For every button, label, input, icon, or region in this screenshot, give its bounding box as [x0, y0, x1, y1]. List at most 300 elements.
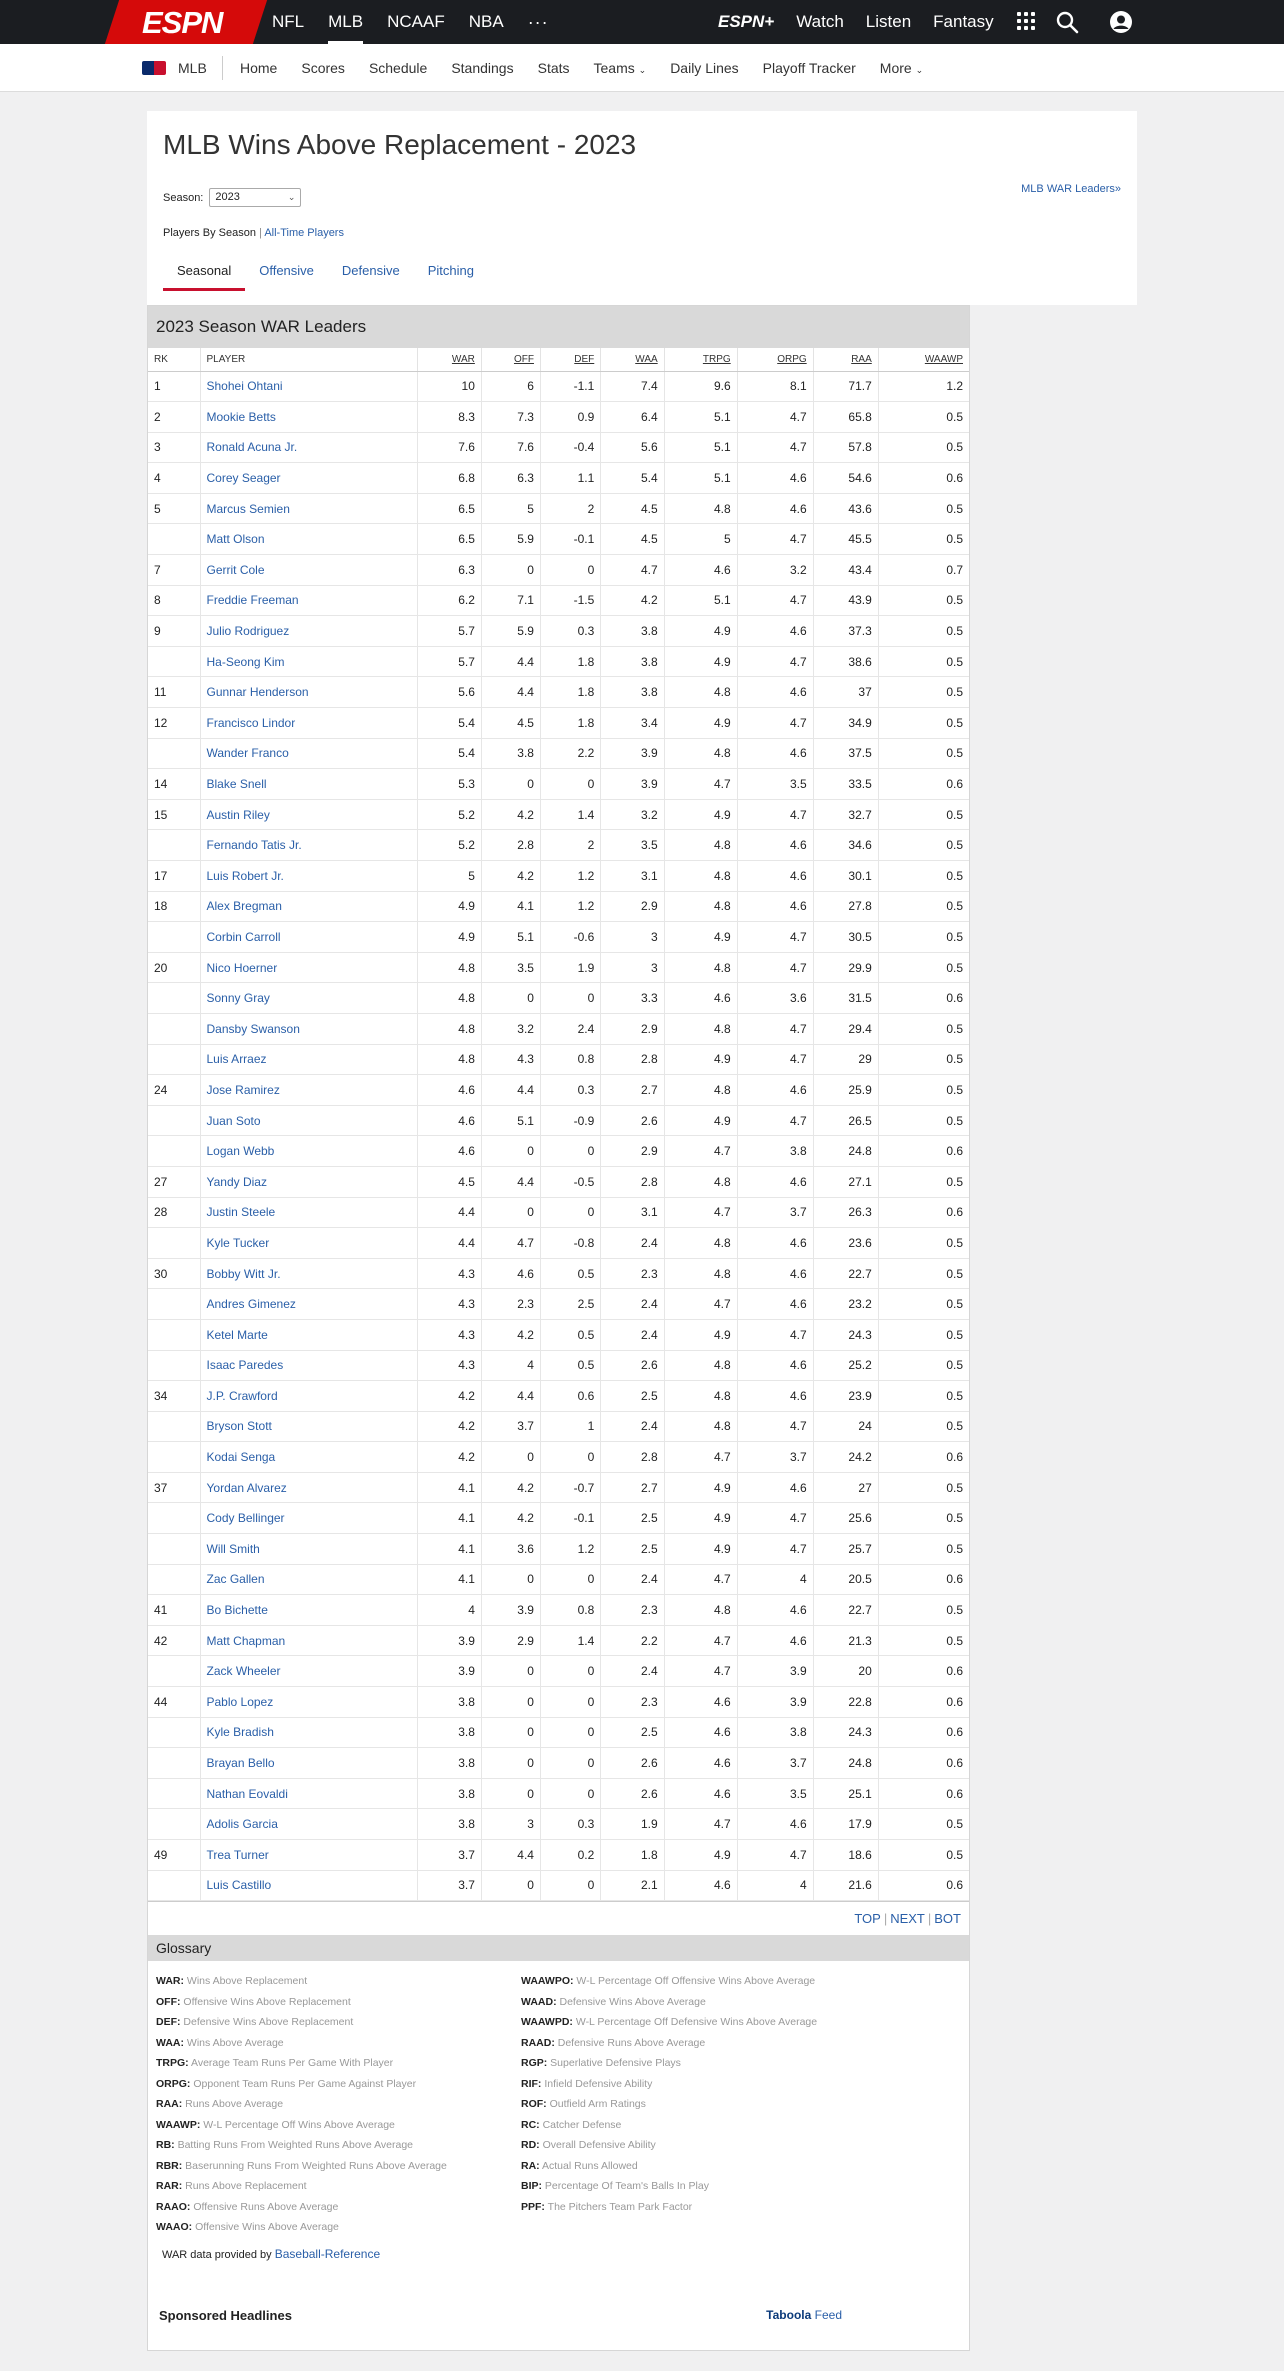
stat-cell-off: 2.8 — [481, 830, 540, 861]
pager-bot-link[interactable]: BOT — [934, 1911, 961, 1927]
player-link[interactable]: Gerrit Cole — [206, 562, 265, 577]
stat-cell-trpg: 4.8 — [664, 1411, 737, 1442]
player-link[interactable]: Kodai Senga — [206, 1450, 276, 1465]
glossary-item — [521, 2053, 817, 2074]
stat-cell-trpg: 4.8 — [664, 1075, 737, 1106]
stat-cell-war: 4.9 — [417, 891, 481, 922]
table-row — [148, 1809, 969, 1840]
pager-top-link[interactable]: TOP — [854, 1911, 881, 1927]
stat-cell-waawp: 0.6 — [878, 1778, 969, 1809]
stat-cell-orpg: 3.5 — [737, 769, 813, 800]
player-link[interactable]: Yandy Diaz — [206, 1174, 267, 1189]
subnav-more-label: More — [879, 60, 912, 76]
table-row — [148, 1197, 969, 1228]
glossary-item — [156, 2094, 447, 2115]
stat-cell-war: 4.2 — [417, 1411, 481, 1442]
glossary-item — [156, 2156, 447, 2177]
stat-cell-trpg: 4.6 — [664, 1778, 737, 1809]
stat-cell-waa: 1.9 — [601, 1809, 664, 1840]
player-link[interactable]: Ronald Acuna Jr. — [206, 440, 298, 455]
glossary-definition: Percentage Of Team's Balls In Play — [544, 2180, 709, 2193]
tab-seasonal[interactable]: Seasonal — [163, 259, 245, 289]
stat-cell-off: 4.2 — [481, 799, 540, 830]
stat-cell-waa: 3.4 — [601, 708, 664, 739]
player-cell — [200, 1258, 417, 1289]
player-link[interactable]: Bryson Stott — [206, 1419, 272, 1434]
stat-cell-waa: 2.8 — [601, 1442, 664, 1473]
tab-pitching[interactable]: Pitching — [427, 263, 474, 278]
rank-cell — [148, 646, 200, 677]
nav-mlb[interactable]: MLB — [328, 0, 363, 44]
profile-icon[interactable] — [1109, 10, 1133, 34]
stat-cell-orpg: 4.7 — [737, 1013, 813, 1044]
rank-cell: 4 — [148, 463, 200, 494]
baseball-reference-link[interactable]: Baseball-Reference — [274, 2247, 381, 2262]
stat-cell-waawp: 0.6 — [878, 1748, 969, 1779]
stat-cell-def: 0.5 — [540, 1319, 600, 1350]
stat-cell-war: 8.3 — [417, 402, 481, 433]
player-link[interactable]: Kyle Tucker — [206, 1235, 270, 1250]
credit-text: WAR data provided by — [162, 2249, 272, 2262]
subnav-teams[interactable] — [594, 60, 647, 76]
more-sports-icon[interactable]: ··· — [527, 12, 549, 32]
player-link[interactable]: Gunnar Henderson — [206, 685, 309, 700]
player-link[interactable]: Matt Chapman — [206, 1633, 286, 1648]
player-link[interactable]: Shohei Ohtani — [206, 379, 283, 394]
column-header-def[interactable]: DEF — [540, 348, 600, 371]
player-link[interactable]: Matt Olson — [206, 532, 265, 547]
nav-ncaaf[interactable]: NCAAF — [387, 12, 445, 31]
stat-cell-off: 7.3 — [481, 402, 540, 433]
page-title: MLB Wins Above Replacement - 2023 — [163, 129, 637, 160]
stat-cell-off: 2.3 — [481, 1289, 540, 1320]
player-link[interactable]: Juan Soto — [206, 1113, 261, 1128]
stat-cell-off: 0 — [481, 1687, 540, 1718]
stat-cell-raa: 43.4 — [813, 555, 878, 586]
player-link[interactable]: Mookie Betts — [206, 409, 276, 424]
stat-cell-def: 0 — [540, 1136, 600, 1167]
rank-cell: 9 — [148, 616, 200, 647]
stat-cell-orpg: 4.7 — [737, 1105, 813, 1136]
stat-cell-raa: 43.9 — [813, 585, 878, 616]
glossary-definition: Overall Defensive Ability — [542, 2139, 656, 2152]
stat-cell-trpg: 4.9 — [664, 1319, 737, 1350]
stat-cell-war: 6.5 — [417, 493, 481, 524]
stat-cell-war: 4 — [417, 1595, 481, 1626]
war-leaders-link[interactable]: MLB WAR Leaders» — [1021, 183, 1121, 195]
stat-cell-waa: 5.4 — [601, 463, 664, 494]
player-link[interactable]: Sonny Gray — [206, 991, 270, 1006]
player-link[interactable]: Isaac Paredes — [206, 1358, 284, 1373]
stat-cell-orpg: 3.7 — [737, 1748, 813, 1779]
glossary-definition: Runs Above Average — [185, 2098, 284, 2111]
player-link[interactable]: Ha-Seong Kim — [206, 654, 285, 669]
stat-cell-trpg: 4.7 — [664, 1442, 737, 1473]
player-link[interactable]: Luis Arraez — [206, 1052, 267, 1067]
player-link[interactable]: Marcus Semien — [206, 501, 290, 516]
stat-cell-waawp: 0.5 — [878, 1503, 969, 1534]
table-row — [148, 1105, 969, 1136]
stat-cell-war: 4.2 — [417, 1381, 481, 1412]
player-cell — [200, 983, 417, 1014]
rank-cell: 42 — [148, 1625, 200, 1656]
stat-cell-raa: 45.5 — [813, 524, 878, 555]
stat-cell-off: 4.4 — [481, 1840, 540, 1871]
stat-cell-trpg: 4.9 — [664, 646, 737, 677]
player-cell — [200, 891, 417, 922]
stat-cell-waa: 2.4 — [601, 1228, 664, 1259]
player-link[interactable]: Jose Ramirez — [206, 1082, 280, 1097]
player-link[interactable]: Austin Riley — [206, 807, 270, 822]
nav-nba[interactable]: NBA — [468, 12, 504, 31]
stat-cell-raa: 29.4 — [813, 1013, 878, 1044]
player-link[interactable]: Justin Steele — [206, 1205, 276, 1220]
stat-cell-def: 0.2 — [540, 1840, 600, 1871]
pager-divider: | — [927, 1911, 932, 1927]
glossary-item — [521, 2012, 817, 2033]
player-cell — [200, 371, 417, 402]
stat-cell-def: 0.5 — [540, 1350, 600, 1381]
player-cell — [200, 646, 417, 677]
stat-cell-orpg: 4.7 — [737, 1044, 813, 1075]
stat-cell-waawp: 0.6 — [878, 1870, 969, 1901]
stat-cell-def: 1.4 — [540, 799, 600, 830]
player-link[interactable]: Cody Bellinger — [206, 1511, 285, 1526]
stat-cell-waa: 4.5 — [601, 493, 664, 524]
column-header-war[interactable]: WAR — [417, 348, 481, 371]
player-link[interactable]: Kyle Bradish — [206, 1725, 274, 1740]
table-row — [148, 524, 969, 555]
stat-cell-war: 4.8 — [417, 1013, 481, 1044]
stat-cell-def: 1.2 — [540, 1534, 600, 1565]
stat-cell-war: 6.2 — [417, 585, 481, 616]
rank-cell — [148, 1289, 200, 1320]
stat-cell-off: 4.6 — [481, 1258, 540, 1289]
stat-cell-orpg: 4.6 — [737, 738, 813, 769]
player-link[interactable]: Logan Webb — [206, 1144, 275, 1159]
subnav-league-label[interactable]: MLB — [178, 60, 207, 76]
column-header-off[interactable]: OFF — [481, 348, 540, 371]
taboola-feed-link[interactable] — [766, 2308, 842, 2322]
glossary-term: RB: — [156, 2139, 175, 2152]
player-link[interactable]: Brayan Bello — [206, 1756, 275, 1771]
search-icon[interactable] — [1055, 10, 1079, 34]
stat-cell-def: 0 — [540, 1748, 600, 1779]
subnav-standings[interactable]: Standings — [451, 60, 514, 76]
player-link[interactable]: Julio Rodriguez — [206, 624, 290, 639]
nav-fantasy[interactable]: Fantasy — [933, 12, 994, 31]
stat-cell-orpg: 4.6 — [737, 830, 813, 861]
subnav-scores[interactable]: Scores — [301, 60, 345, 76]
stat-cell-def: -0.6 — [540, 922, 600, 953]
player-cell — [200, 1289, 417, 1320]
player-link[interactable]: Will Smith — [206, 1541, 260, 1556]
subnav-playoff-tracker[interactable]: Playoff Tracker — [762, 60, 856, 76]
player-link[interactable]: Andres Gimenez — [206, 1297, 296, 1312]
rank-cell — [148, 1778, 200, 1809]
glossary-definition: Infield Defensive Ability — [544, 2077, 653, 2090]
tab-offensive[interactable]: Offensive — [259, 263, 314, 278]
stat-cell-orpg: 4.6 — [737, 1472, 813, 1503]
stat-cell-trpg: 4.8 — [664, 677, 737, 708]
stat-cell-war: 4.6 — [417, 1105, 481, 1136]
player-link[interactable]: Nathan Eovaldi — [206, 1786, 288, 1801]
stat-cell-orpg: 4 — [737, 1564, 813, 1595]
glossary-term: RA: — [521, 2159, 540, 2172]
player-link[interactable]: Zack Wheeler — [206, 1664, 281, 1679]
stat-cell-war: 3.8 — [417, 1748, 481, 1779]
player-link[interactable]: Francisco Lindor — [206, 715, 296, 730]
stat-cell-orpg: 4.6 — [737, 1809, 813, 1840]
glossary-left-column — [156, 1971, 447, 2238]
player-link[interactable]: Luis Castillo — [206, 1878, 272, 1893]
stat-cell-trpg: 4.9 — [664, 1472, 737, 1503]
subnav-stats[interactable]: Stats — [537, 60, 570, 76]
stat-cell-orpg: 4.7 — [737, 585, 813, 616]
stat-cell-war: 4.6 — [417, 1136, 481, 1167]
stat-cell-waa: 4.7 — [601, 555, 664, 586]
table-title: 2023 Season WAR Leaders — [148, 306, 969, 348]
stat-cell-war: 5 — [417, 861, 481, 892]
rank-cell: 3 — [148, 432, 200, 463]
stat-cell-def: 0 — [540, 1717, 600, 1748]
table-header-row — [148, 348, 969, 371]
stat-cell-waawp: 0.5 — [878, 1625, 969, 1656]
stat-cell-off: 5.1 — [481, 1105, 540, 1136]
table-row — [148, 1075, 969, 1106]
table-row — [148, 1656, 969, 1687]
glossary-term: RAR: — [156, 2180, 183, 2193]
player-link[interactable]: Corbin Carroll — [206, 929, 281, 944]
stat-cell-orpg: 4.6 — [737, 891, 813, 922]
stat-cell-raa: 29.9 — [813, 952, 878, 983]
glossary-item — [156, 2197, 447, 2218]
stat-cell-raa: 23.2 — [813, 1289, 878, 1320]
glossary-term: RAAD: — [521, 2036, 555, 2049]
stat-cell-off: 3.9 — [481, 1595, 540, 1626]
glossary-item — [156, 2135, 447, 2156]
table-row — [148, 463, 969, 494]
stat-cell-orpg: 4.7 — [737, 1534, 813, 1565]
player-link[interactable]: Fernando Tatis Jr. — [206, 838, 302, 853]
player-link[interactable]: Trea Turner — [206, 1847, 269, 1862]
stat-cell-war: 4.3 — [417, 1350, 481, 1381]
rank-cell — [148, 1809, 200, 1840]
player-link[interactable]: Bo Bichette — [206, 1603, 268, 1618]
column-header-player: PLAYER — [200, 348, 417, 371]
rank-cell: 28 — [148, 1197, 200, 1228]
stat-cell-waawp: 0.5 — [878, 585, 969, 616]
stat-cell-waa: 2.2 — [601, 1625, 664, 1656]
column-header-waawp[interactable]: WAAWP — [878, 348, 969, 371]
glossary-item — [156, 2176, 447, 2197]
player-link[interactable]: Alex Bregman — [206, 899, 282, 914]
subnav-schedule[interactable]: Schedule — [368, 60, 428, 76]
player-link[interactable]: Corey Seager — [206, 471, 281, 486]
stat-cell-def: 2.5 — [540, 1289, 600, 1320]
stat-cell-raa: 32.7 — [813, 799, 878, 830]
stat-cell-def: 2.2 — [540, 738, 600, 769]
stat-cell-war: 4.8 — [417, 952, 481, 983]
player-link[interactable]: Wander Franco — [206, 746, 289, 761]
stat-cell-waawp: 0.5 — [878, 677, 969, 708]
nav-listen[interactable]: Listen — [865, 12, 912, 31]
glossary-term: RGP: — [521, 2057, 548, 2070]
nav-nfl[interactable]: NFL — [272, 12, 305, 31]
stat-cell-raa: 37.5 — [813, 738, 878, 769]
glossary-item — [156, 2115, 447, 2136]
espn-logo[interactable]: ESPN — [142, 5, 223, 40]
stat-cell-orpg: 4.6 — [737, 1075, 813, 1106]
stat-cell-waa: 3 — [601, 952, 664, 983]
column-header-orpg[interactable]: ORPG — [737, 348, 813, 371]
stat-cell-off: 0 — [481, 555, 540, 586]
player-link[interactable]: J.P. Crawford — [206, 1388, 278, 1403]
stat-cell-trpg: 4.8 — [664, 861, 737, 892]
player-link[interactable]: Adolis Garcia — [206, 1817, 278, 1832]
column-header-raa[interactable]: RAA — [813, 348, 878, 371]
stat-cell-orpg: 4.7 — [737, 708, 813, 739]
table-row — [148, 799, 969, 830]
rank-cell — [148, 1044, 200, 1075]
player-cell — [200, 1809, 417, 1840]
stat-cell-war: 3.8 — [417, 1687, 481, 1718]
stat-cell-waawp: 0.5 — [878, 1013, 969, 1044]
stat-cell-trpg: 4.7 — [664, 769, 737, 800]
stat-cell-orpg: 3.9 — [737, 1656, 813, 1687]
player-link[interactable]: Yordan Alvarez — [206, 1480, 287, 1495]
stat-cell-raa: 24.2 — [813, 1442, 878, 1473]
rank-cell: 8 — [148, 585, 200, 616]
pager-next-link[interactable]: NEXT — [890, 1911, 925, 1927]
column-header-trpg[interactable]: TRPG — [664, 348, 737, 371]
stat-cell-off: 5.1 — [481, 922, 540, 953]
stat-cell-orpg: 3.9 — [737, 1687, 813, 1718]
player-link[interactable]: Pablo Lopez — [206, 1694, 274, 1709]
tab-defensive[interactable]: Defensive — [341, 263, 400, 278]
stat-cell-def: 0 — [540, 769, 600, 800]
column-header-waa[interactable]: WAA — [601, 348, 664, 371]
table-row — [148, 708, 969, 739]
stat-cell-off: 4.4 — [481, 1166, 540, 1197]
all-time-players-link[interactable]: All-Time Players — [264, 227, 344, 239]
stat-cell-raa: 26.5 — [813, 1105, 878, 1136]
glossary-definition: Actual Runs Allowed — [542, 2159, 638, 2172]
glossary-definition: Batting Runs From Weighted Runs Above Average — [177, 2139, 414, 2152]
table-row — [148, 1748, 969, 1779]
stat-cell-trpg: 4.9 — [664, 1534, 737, 1565]
stat-cell-off: 7.6 — [481, 432, 540, 463]
subnav-daily-lines[interactable]: Daily Lines — [670, 60, 739, 76]
glossary-item — [156, 2217, 447, 2238]
stat-cell-trpg: 4.7 — [664, 1656, 737, 1687]
season-label: Season: — [163, 191, 204, 204]
player-cell — [200, 1136, 417, 1167]
player-scope-row — [163, 227, 344, 239]
espn-plus-link[interactable] — [718, 12, 774, 32]
player-cell — [200, 585, 417, 616]
glossary-item — [521, 1992, 817, 2013]
player-link[interactable]: Ketel Marte — [206, 1327, 268, 1342]
nav-watch[interactable]: Watch — [796, 12, 844, 31]
glossary-term: RBR: — [156, 2159, 183, 2172]
rank-cell — [148, 524, 200, 555]
season-select[interactable] — [209, 188, 301, 207]
player-link[interactable]: Bobby Witt Jr. — [206, 1266, 281, 1281]
glossary-item — [156, 2033, 447, 2054]
stat-cell-trpg: 4.7 — [664, 1564, 737, 1595]
apps-grid-icon[interactable] — [1017, 12, 1035, 30]
table-row — [148, 952, 969, 983]
stat-cell-def: 0 — [540, 1197, 600, 1228]
table-row — [148, 1870, 969, 1901]
player-link[interactable]: Dansby Swanson — [206, 1021, 300, 1036]
stat-cell-raa: 22.8 — [813, 1687, 878, 1718]
stat-cell-orpg: 4.7 — [737, 952, 813, 983]
table-row — [148, 371, 969, 402]
stat-cell-waawp: 0.5 — [878, 1840, 969, 1871]
player-cell — [200, 1105, 417, 1136]
stat-cell-waa: 3.1 — [601, 1197, 664, 1228]
chevron-down-icon: ⌄ — [915, 65, 924, 75]
player-cell — [200, 708, 417, 739]
player-cell — [200, 1197, 417, 1228]
rank-cell: 2 — [148, 402, 200, 433]
table-row — [148, 1228, 969, 1259]
stat-cell-orpg: 4.6 — [737, 1381, 813, 1412]
player-link[interactable]: Freddie Freeman — [206, 593, 299, 608]
subnav-divider — [222, 56, 223, 80]
stat-cell-waa: 2.5 — [601, 1717, 664, 1748]
stat-cell-trpg: 4.8 — [664, 830, 737, 861]
player-link[interactable]: Blake Snell — [206, 777, 267, 792]
stat-cell-orpg: 4.7 — [737, 1411, 813, 1442]
rank-cell — [148, 830, 200, 861]
subnav-more[interactable] — [880, 60, 923, 76]
stat-cell-trpg: 4.9 — [664, 1503, 737, 1534]
stat-cell-def: 1 — [540, 1411, 600, 1442]
stat-cell-raa: 25.6 — [813, 1503, 878, 1534]
player-link[interactable]: Luis Robert Jr. — [206, 868, 284, 883]
rank-cell — [148, 1534, 200, 1565]
rank-cell: 15 — [148, 799, 200, 830]
stat-cell-waa: 2.6 — [601, 1350, 664, 1381]
stat-cell-waawp: 0.6 — [878, 1687, 969, 1718]
stat-cell-waa: 7.4 — [601, 371, 664, 402]
stat-cell-orpg: 4.6 — [737, 1289, 813, 1320]
table-row — [148, 1166, 969, 1197]
subnav-home[interactable]: Home — [240, 60, 278, 76]
glossary-item — [156, 2053, 447, 2074]
table-row — [148, 1319, 969, 1350]
stat-cell-off: 3.8 — [481, 738, 540, 769]
player-cell — [200, 1044, 417, 1075]
rank-cell: 34 — [148, 1381, 200, 1412]
sport-nav — [272, 0, 549, 44]
stat-cell-waa: 3.8 — [601, 616, 664, 647]
stat-cell-war: 4.2 — [417, 1442, 481, 1473]
stat-cell-def: -0.7 — [540, 1472, 600, 1503]
stat-cell-raa: 24.8 — [813, 1136, 878, 1167]
player-link[interactable]: Nico Hoerner — [206, 960, 278, 975]
stat-cell-trpg: 4.7 — [664, 1136, 737, 1167]
stat-cell-orpg: 3.7 — [737, 1442, 813, 1473]
stat-cell-raa: 37 — [813, 677, 878, 708]
stat-cell-off: 0 — [481, 1564, 540, 1595]
stat-cell-orpg: 4.7 — [737, 432, 813, 463]
player-link[interactable]: Zac Gallen — [206, 1572, 265, 1587]
glossary-term: RIF: — [521, 2077, 542, 2090]
